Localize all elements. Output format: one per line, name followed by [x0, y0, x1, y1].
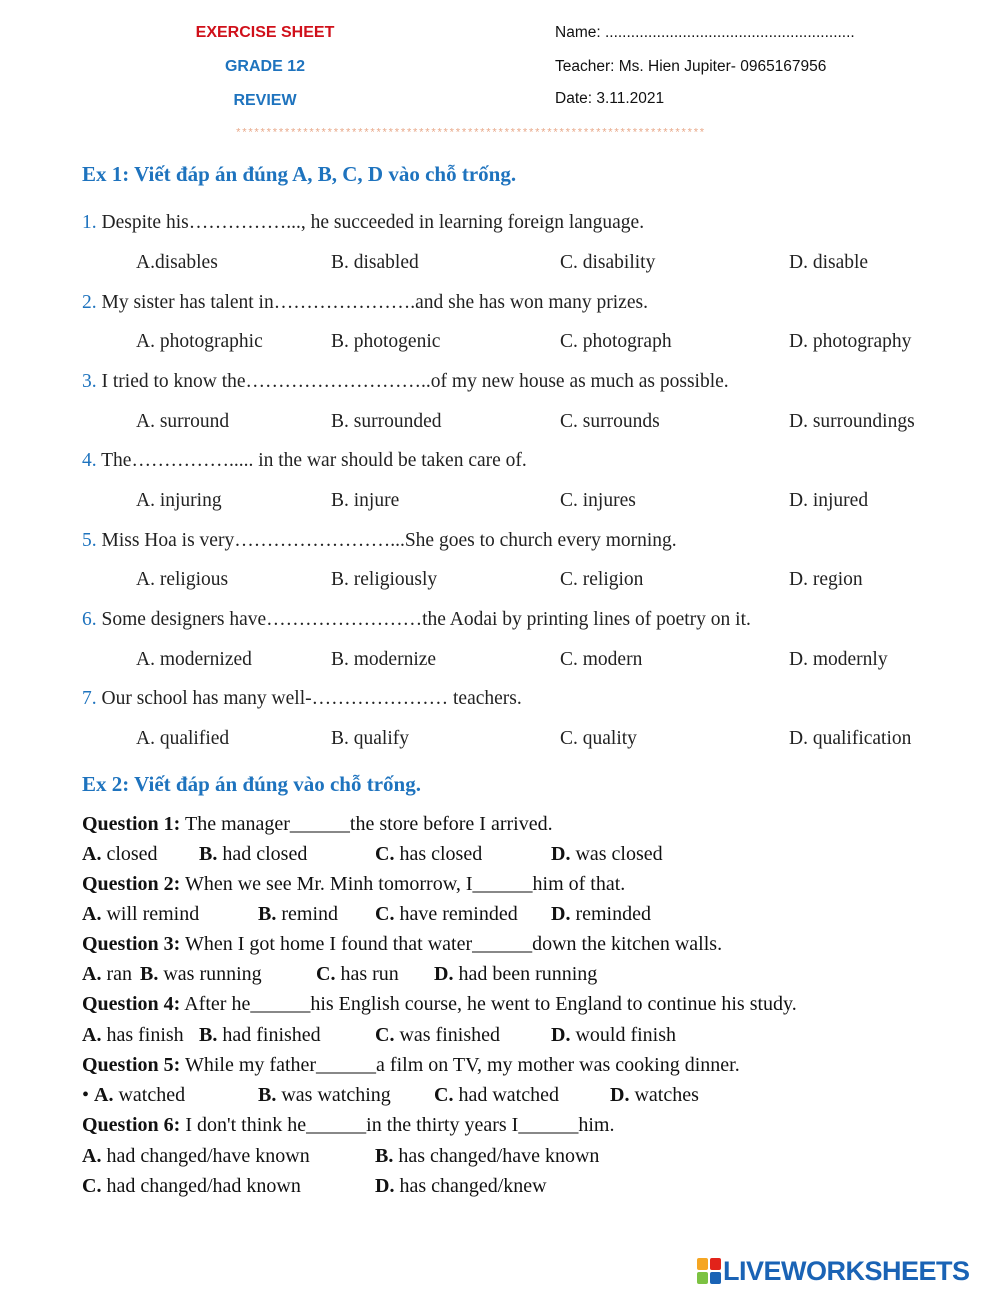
ex1-question-1: 1. Despite his……………..., he succeeded in learning foreign language. — [82, 212, 645, 233]
ex1-q3-option-b: B. surrounded — [331, 411, 442, 432]
ex1-q2-option-b: B. photogenic — [331, 331, 441, 352]
ex1-q2-option-c: C. photograph — [560, 331, 672, 352]
ex1-q3-option-c: C. surrounds — [560, 411, 660, 432]
liveworksheets-logo-icon — [697, 1258, 721, 1284]
student-name-field: Name: .......................................................... — [555, 24, 855, 41]
ex2-question-3: Question 3: When I got home I found that water______down the kitchen walls. — [82, 933, 723, 955]
ex1-heading: Ex 1: Viết đáp án đúng A, B, C, D vào chỗ trống. — [82, 162, 517, 186]
liveworksheets-logo — [697, 1256, 970, 1286]
liveworksheets-logo-text: LIVEWORKSHEETS — [723, 1255, 970, 1286]
ex1-q6-option-a: A. modernized — [136, 649, 252, 670]
ex1-q2-option-d: D. photography — [789, 331, 912, 352]
ex1-q5-option-a: A. religious — [136, 569, 229, 590]
ex1-q4-option-d: D. injured — [789, 490, 869, 511]
sheet-title: EXERCISE SHEET — [195, 24, 335, 41]
ex1-question-3: 3. I tried to know the………………………..of my new house as much as possible. — [82, 371, 729, 392]
ex1-question-5: 5. Miss Hoa is very……………………...She goes to church every morning. — [82, 530, 677, 551]
ex1-q4-option-a: A. injuring — [136, 490, 222, 511]
review-label: REVIEW — [233, 92, 297, 109]
ex2-heading: Ex 2: Viết đáp án đúng vào chỗ trống. — [82, 772, 421, 796]
ex1-q7-option-b: B. qualify — [331, 728, 409, 749]
ex1-question-2: 2. My sister has talent in………………….and she has won many prizes. — [82, 292, 648, 313]
ex1-q7-option-a: A. qualified — [136, 728, 230, 749]
teacher-info: Teacher: Ms. Hien Jupiter- 0965167956 — [555, 58, 827, 75]
ex1-question-4: 4. The……………..... in the war should be taken care of. — [82, 450, 527, 471]
ex1-q1-option-c: C. disability — [560, 252, 656, 273]
ex1-q7-option-d: D. qualification — [789, 728, 912, 749]
ex1-q5-option-b: B. religiously — [331, 569, 438, 590]
ex1-q3-option-d: D. surroundings — [789, 411, 915, 432]
ex1-question-7: 7. Our school has many well-………………… teachers. — [82, 688, 522, 709]
date-info: Date: 3.11.2021 — [555, 90, 665, 107]
ex1-q4-option-b: B. injure — [331, 490, 400, 511]
ex1-q1-option-d: D. disable — [789, 252, 869, 273]
ex1-question-6: 6. Some designers have……………………the Aodai by printing lines of poetry on it. — [82, 609, 751, 630]
ex1-q5-option-c: C. religion — [560, 569, 644, 590]
header-separator: ***************************************************************************** — [235, 128, 705, 140]
ex1-q1-option-b: B. disabled — [331, 252, 419, 273]
ex1-q4-option-c: C. injures — [560, 490, 636, 511]
grade-label: GRADE 12 — [224, 58, 306, 75]
ex1-q3-option-a: A. surround — [136, 411, 230, 432]
ex2-question-2: Question 2: When we see Mr. Minh tomorrow, I______him of that. — [82, 873, 626, 895]
ex1-q6-option-c: C. modern — [560, 649, 643, 670]
ex2-question-5: Question 5: While my father______a film on TV, my mother was cooking dinner. — [82, 1054, 740, 1076]
ex1-q6-option-b: B. modernize — [331, 649, 437, 670]
ex1-q6-option-d: D. modernly — [789, 649, 888, 670]
ex2-question-1: Question 1: The manager______the store before I arrived. — [82, 813, 553, 835]
ex2-question-6: Question 6: I don't think he______in the thirty years I______him. — [82, 1114, 615, 1136]
ex1-q5-option-d: D. region — [789, 569, 863, 590]
ex1-q7-option-c: C. quality — [560, 728, 637, 749]
ex1-q1-option-a: A.disables — [136, 252, 218, 273]
ex2-question-4: Question 4: After he______his English course, he went to England to continue his study. — [82, 993, 797, 1015]
ex1-q2-option-a: A. photographic — [136, 331, 263, 352]
